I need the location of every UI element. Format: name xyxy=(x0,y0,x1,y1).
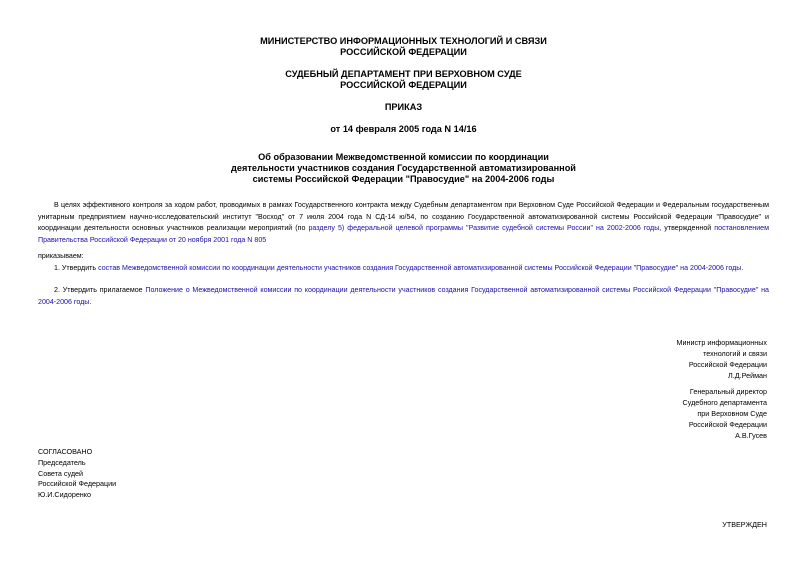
director-line: Судебного департамента xyxy=(682,398,767,407)
director-signature xyxy=(683,386,767,441)
intro-text-1: В целях эффективного контроля за ходом работ, проводимых в рамках Государственного контракта между Судебным департаментом при Верховном Суде Российской Федерации и Федеральным государственным унитарным предприятием научно-исследовательский институт "Восход" от 7 июля 2004 года N СД-14 ю/54, по созданию Государственной автоматизированной системы Российской Федерации "Правосудие" и координации деятельности основных участников реализации мероприятий (по xyxy=(38,201,769,232)
department-line-1: СУДЕБНЫЙ ДЕПАРТАМЕНТ ПРИ ВЕРХОВНОМ СУДЕ xyxy=(285,69,522,79)
title-line-3: системы Российской Федерации "Правосудие" на 2004-2006 годы xyxy=(252,174,555,184)
item1-suffix: . xyxy=(741,264,744,272)
department-line-2: РОССИЙСКОЙ ФЕДЕРАЦИИ xyxy=(340,80,467,90)
agreed-heading: СОГЛАСОВАНО xyxy=(38,447,93,456)
intro-paragraph xyxy=(38,200,769,246)
document-title xyxy=(0,152,807,185)
minister-name: Л.Д.Рейман xyxy=(728,371,767,380)
agreed-line: Председатель xyxy=(38,457,86,467)
intro-text-2: , утвержденной xyxy=(659,224,715,232)
order-item-2 xyxy=(38,285,769,308)
agreed-line: Российской Федерации xyxy=(38,479,117,489)
commission-composition-link[interactable]: состав Межведомственной комиссии по координации деятельности участников создания Государственной автоматизированной системы Российской Федерации "Правосудие" на 2004-2006 годы xyxy=(98,264,742,272)
director-line: Генеральный директор xyxy=(689,387,767,396)
agreed-line: Совета судей xyxy=(38,468,84,478)
approved-label: УТВЕРЖДЕН xyxy=(722,520,767,529)
item2-prefix: 2. Утвердить прилагаемое xyxy=(54,286,146,294)
minister-signature xyxy=(676,337,767,381)
director-line: при Верховном Суде xyxy=(697,409,767,418)
title-line-1: Об образовании Межведомственной комиссии по координации xyxy=(258,152,549,162)
minister-line: технологий и связи xyxy=(703,349,767,358)
order-item-1 xyxy=(38,263,769,275)
minister-line: Российской Федерации xyxy=(688,360,767,369)
government-decree-link[interactable]: постановлением Правительства Российской Федерации от 20 ноября 2001 года N 805 xyxy=(38,224,769,244)
item1-prefix: 1. Утвердить xyxy=(54,264,99,272)
director-name: А.В.Гусев xyxy=(735,431,767,440)
ministry-heading xyxy=(0,36,807,58)
minister-line: Министр информационных xyxy=(676,338,767,347)
ministry-line-1: МИНИСТЕРСТВО ИНФОРМАЦИОННЫХ ТЕХНОЛОГИЙ И СВЯЗИ xyxy=(260,36,547,46)
department-heading xyxy=(0,69,807,91)
document-date-number: от 14 февраля 2005 года N 14/16 xyxy=(330,124,477,134)
commission-regulation-link[interactable]: Положение о Межведомственной комиссии по координации деятельности участников создания Государственной автоматизированной системы Российской Федерации "Правосудие" на 2004-2006 годы xyxy=(38,286,769,306)
document-type: ПРИКАЗ xyxy=(384,102,423,112)
item2-suffix: . xyxy=(89,297,92,306)
program-section-link[interactable]: разделу 5) федеральной целевой программы "Развитие судебной системы России" на 2002-2006 годы xyxy=(308,224,660,232)
director-line: Российской Федерации xyxy=(688,420,767,429)
agreed-block xyxy=(38,447,116,501)
title-line-2: деятельности участников создания Государственной автоматизированной xyxy=(231,163,576,173)
ministry-line-2: РОССИЙСКОЙ ФЕДЕРАЦИИ xyxy=(340,47,467,57)
order-word: приказываем: xyxy=(38,252,84,260)
agreed-name: Ю.И.Сидоренко xyxy=(38,490,92,500)
